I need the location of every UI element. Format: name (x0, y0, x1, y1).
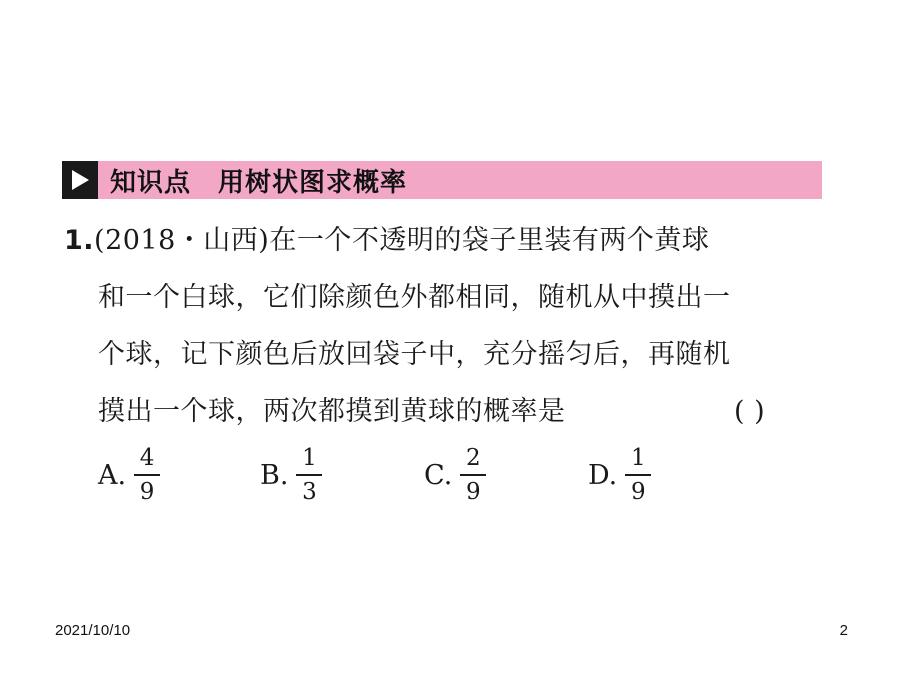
question-text-line: (2018・山西)在一个不透明的袋子里装有两个黄球 (94, 225, 710, 256)
option-fraction (134, 445, 160, 505)
question-text-line: 摸出一个球，两次都摸到黄球的概率是 (98, 396, 566, 427)
footer-date: 2021/10/10 (55, 622, 131, 639)
play-triangle-icon (62, 161, 98, 199)
option-letter: A. (98, 459, 127, 491)
option-letter: C. (424, 459, 453, 491)
section-header-bar (62, 161, 822, 199)
option-fraction (460, 445, 486, 505)
section-title: 知识点 用树状图求概率 (110, 167, 408, 198)
question-line-1 (64, 212, 844, 269)
fraction-numerator: 1 (302, 445, 317, 472)
option-c (424, 440, 486, 510)
question-line-2 (64, 269, 844, 326)
option-fraction (625, 445, 651, 505)
fraction-denominator: 9 (630, 478, 646, 505)
option-letter: B. (260, 459, 289, 491)
option-letter: D. (588, 459, 618, 491)
fraction-denominator: 9 (465, 478, 481, 505)
page-number: 2 (839, 622, 848, 639)
question-line-3 (64, 326, 844, 383)
question-text-line: 个球，记下颜色后放回袋子中，充分摇匀后，再随机 (98, 339, 731, 370)
question-text-line: 和一个白球，它们除颜色外都相同，随机从中摸出一 (98, 282, 731, 313)
fraction-numerator: 1 (630, 445, 646, 472)
fraction-numerator: 4 (139, 445, 155, 472)
question-number: 1. (64, 225, 95, 256)
question-line-4 (64, 383, 844, 440)
answer-options (98, 440, 718, 510)
question-block (64, 212, 844, 440)
option-b (260, 440, 322, 510)
answer-blank-parentheses: ( ) (734, 396, 766, 427)
option-a (98, 440, 160, 510)
fraction-numerator: 2 (465, 445, 481, 472)
fraction-denominator: 3 (302, 478, 317, 505)
option-d (588, 440, 651, 510)
fraction-denominator: 9 (139, 478, 155, 505)
option-fraction (296, 445, 322, 505)
